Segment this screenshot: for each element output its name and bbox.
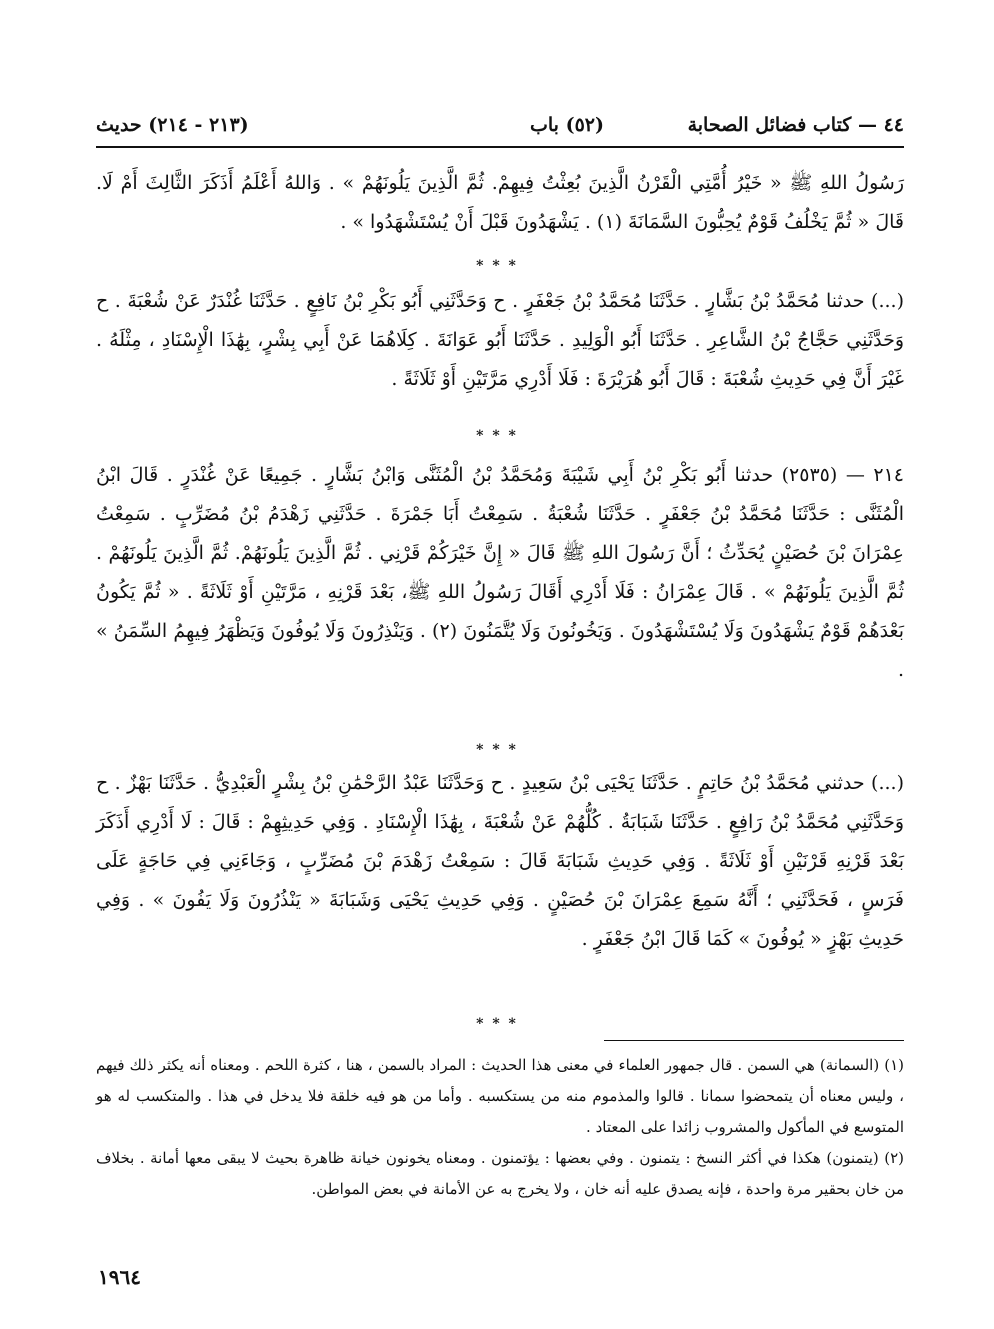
footnote-2: (٢) (يتمنون) هكذا في أكثر النسخ : يتمنون . وفي بعضها : يؤتمنون . ومعناه يخونون خيانة ظاهرة بحيث لا يبقى معها أمانة . بخلاف من خان بحقير مرة واحدة ، فإنه يصدق عليه أنه خان ، ولا يخرج به عن الأمانة في بعض المواطن. (96, 1149, 904, 1198)
header-rule (96, 146, 904, 148)
separator-stars: * * * (476, 428, 518, 444)
chapter-label: (٥٢) باب (530, 114, 604, 136)
hadith-paragraph-1 (96, 164, 904, 242)
hadith-paragraph-2 (96, 282, 904, 399)
separator-stars: * * * (476, 1016, 518, 1032)
paragraph-text: (...) حدثنا مُحَمَّدُ بْنُ بَشَّارٍ . حَدَّثَنَا مُحَمَّدُ بْنُ جَعْفَرٍ . ح وَحَدَّثَنِي أَبُو بَكْرِ بْنُ نَافِعٍ . حَدَّثَنَا غُنْدَرٌ عَنْ شُعْبَةَ . ح وَحَدَّثَنِي حَجَّاجُ بْنُ الشَّاعِرِ . حَدَّثَنَا أَبُو الْوَلِيدِ . حَدَّثَنَا أَبُو عَوَانَةَ . كِلَاهُمَا عَنْ أَبِي بِشْرٍ، بِهَٰذَا الْإِسْنَادِ ، مِثْلَهُ . غَيْرَ أَنَّ فِي حَدِيثِ شُعْبَةَ : قَالَ أَبُو هُرَيْرَةَ : فَلَا أَدْرِي مَرَّتَيْنِ أَوْ ثَلَاثَةً . (96, 290, 904, 390)
hadith-range: (٢١٣ - ٢١٤) حديث (96, 114, 249, 136)
running-header (96, 110, 904, 140)
paragraph-text: (...) حدثني مُحَمَّدُ بْنُ حَاتِمٍ . حَدَّثَنَا يَحْيَى بْنُ سَعِيدٍ . ح وَحَدَّثَنَا عَبْدُ الرَّحْمَٰنِ بْنُ بِشْرٍ الْعَبْدِيُّ . حَدَّثَنَا بَهْزٌ . ح وَحَدَّثَنِي مُحَمَّدُ بْنُ رَافِعٍ . حَدَّثَنَا شَبَابَةُ . كُلُّهُمْ عَنْ شُعْبَةَ ، بِهَٰذَا الْإِسْنَادِ . وَفِي حَدِيثِهِمْ : قَالَ : لَا أَدْرِي أَذَكَرَ بَعْدَ قَرْنِهِ قَرْنَيْنِ أَوْ ثَلَاثَةً . وَفِي حَدِيثِ شَبَابَةَ قَالَ : سَمِعْتُ زَهْدَمَ بْنَ مُضَرِّبٍ ، وَجَاءَنِي فِي حَاجَةٍ عَلَى فَرَسٍ ، فَحَدَّثَنِي ؛ أَنَّهُ سَمِعَ عِمْرَانَ بْنَ حُصَيْنٍ . وَفِي حَدِيثِ يَحْيَى وَشَبَابَةَ « يَنْذُرُونَ وَلَا يَفُونَ » . وَفِي حَدِيثِ بَهْزٍ « يُوفُونَ » كَمَا قَالَ ابْنُ جَعْفَرٍ . (96, 772, 904, 950)
hadith-paragraph-3 (96, 456, 904, 690)
hadith-paragraph-4 (96, 764, 904, 959)
separator-stars: * * * (476, 258, 518, 274)
footnotes (96, 1050, 904, 1205)
page-number: ١٩٦٤ (98, 1265, 141, 1289)
paragraph-text: رَسُولُ اللهِ ﷺ « خَيْرُ أُمَّتِي الْقَرْنُ الَّذِينَ بُعِثْتُ فِيهِمْ. ثُمَّ الَّذِينَ يَلُونَهُمْ » . وَاللهُ أَعْلَمُ أَذَكَرَ الثَّالِثَ أَمْ لَا. قَالَ « ثُمَّ يَخْلُفُ قَوْمٌ يُحِبُّونَ السَّمَانَةَ (١) . يَشْهَدُونَ قَبْلَ أَنْ يُسْتَشْهَدُوا » . (96, 172, 904, 233)
footnote-rule (604, 1040, 904, 1041)
book-title: ٤٤ — كتاب فضائل الصحابة (687, 114, 904, 136)
footnote-1: (١) (السمانة) هي السمن . قال جمهور العلماء في معنى هذا الحديث : المراد بالسمن ، هنا ، كثرة اللحم . ومعناه أنه يكثر ذلك فيهم ، وليس معناه أن يتمحضوا سمانا . قالوا والمذموم منه من يستكسبه . وأما من هو فيه خلقة فلا يدخل في هذا . والمتكسب له هو المتوسع في المأكول والمشروب زائدا على المعتاد . (96, 1056, 904, 1136)
paragraph-text: ٢١٤ — (٢٥٣٥) حدثنا أَبُو بَكْرِ بْنُ أَبِي شَيْبَةَ وَمُحَمَّدُ بْنُ الْمُثَنَّى وَابْنُ بَشَّارٍ . جَمِيعًا عَنْ غُنْدَرٍ . قَالَ ابْنُ الْمُثَنَّى : حَدَّثَنَا مُحَمَّدُ بْنُ جَعْفَرٍ . حَدَّثَنَا شُعْبَةُ . سَمِعْتُ أَبَا جَمْرَةَ . حَدَّثَنِي زَهْدَمُ بْنُ مُضَرِّبٍ . سَمِعْتُ عِمْرَانَ بْنَ حُصَيْنٍ يُحَدِّثُ ؛ أَنَّ رَسُولَ اللهِ ﷺ قَالَ « إِنَّ خَيْرَكُمْ قَرْنِي . ثُمَّ الَّذِينَ يَلُونَهُمْ. ثُمَّ الَّذِينَ يَلُونَهُمْ . ثُمَّ الَّذِينَ يَلُونَهُمْ » . قَالَ عِمْرَانُ : فَلَا أَدْرِي أَقَالَ رَسُولُ اللهِ ﷺ، بَعْدَ قَرْنِهِ ، مَرَّتَيْنِ أَوْ ثَلَاثَةً . « ثُمَّ يَكُونُ بَعْدَهُمْ قَوْمٌ يَشْهَدُونَ وَلَا يُسْتَشْهَدُونَ . وَيَخُونُونَ وَلَا يُتَّمَنُونَ (٢) . وَيَنْذِرُونَ وَلَا يُوفُونَ وَيَظْهَرُ فِيهِمُ السِّمَنُ » . (96, 464, 904, 681)
separator-stars: * * * (476, 742, 518, 758)
